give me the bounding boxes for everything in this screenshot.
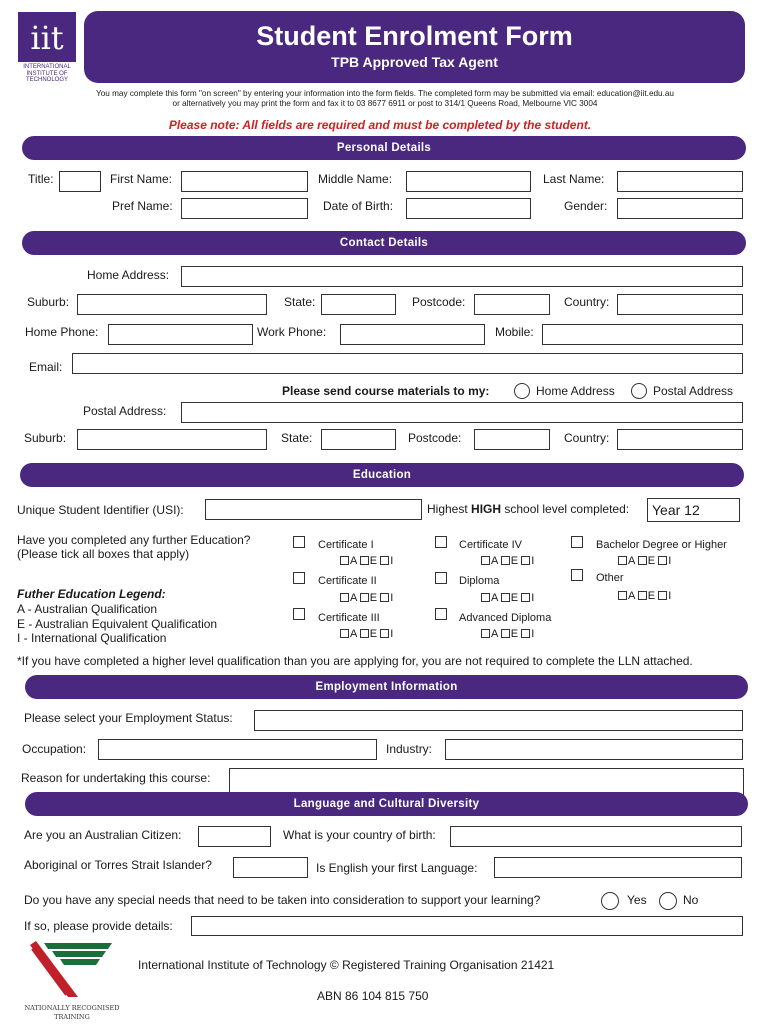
diploma-aei[interactable] [481, 592, 534, 604]
middle-name-field[interactable] [406, 171, 531, 192]
postal-address-option: Postal Address [653, 384, 734, 398]
postal-country-field[interactable] [617, 429, 743, 450]
reason-field[interactable] [229, 768, 744, 795]
occupation-field[interactable] [98, 739, 377, 760]
highest-prefix: Highest [427, 502, 472, 516]
nrt-line2: TRAINING [54, 1013, 90, 1021]
postcode-field[interactable] [474, 294, 550, 315]
adv-diploma-label: Advanced Diploma [459, 612, 552, 624]
required-note: Please note: All fields are required and must be completed by the student. [168, 118, 592, 132]
title-field[interactable] [59, 171, 101, 192]
cert-1-label: Certificate I [318, 539, 374, 551]
footer-org: International Institute of Technology © Registered Training Organisation 21421 [138, 958, 555, 972]
english-field[interactable] [494, 857, 742, 878]
further-education-hint: (Please tick all boxes that apply) [17, 547, 190, 561]
cert-4-checkbox[interactable] [435, 536, 447, 548]
citizen-label: Are you an Australian Citizen: [24, 828, 182, 842]
special-needs-yes-radio[interactable] [601, 892, 619, 910]
postal-address-label: Postal Address: [83, 404, 167, 418]
adv-diploma-checkbox[interactable] [435, 608, 447, 620]
birth-country-label: What is your country of birth: [283, 828, 436, 842]
diploma-label: Diploma [459, 575, 500, 587]
postal-address-radio[interactable] [631, 383, 647, 399]
legend-title: Futher Education Legend: [17, 587, 166, 601]
postal-suburb-label: Suburb: [24, 431, 67, 445]
country-field[interactable] [617, 294, 743, 315]
employment-status-label: Please select your Employment Status: [24, 711, 233, 725]
e-label: E [369, 628, 378, 640]
cert-1-checkbox[interactable] [293, 536, 305, 548]
i-label: I [390, 592, 394, 604]
other-checkbox[interactable] [571, 569, 583, 581]
a-label: A [628, 555, 635, 567]
gender-field[interactable] [617, 198, 743, 219]
mobile-label: Mobile: [495, 325, 534, 339]
e-label: E [647, 590, 656, 602]
postal-postcode-field[interactable] [474, 429, 550, 450]
aboriginal-field[interactable] [233, 857, 308, 878]
nrt-triangle-icon [22, 937, 122, 999]
industry-field[interactable] [445, 739, 743, 760]
diploma-checkbox[interactable] [435, 572, 447, 584]
last-name-field[interactable] [617, 171, 743, 192]
employment-heading: Employment Information [25, 675, 748, 699]
home-phone-field[interactable] [108, 324, 253, 345]
usi-label [17, 503, 184, 517]
home-address-label: Home Address: [87, 268, 170, 282]
e-label: E [647, 555, 656, 567]
dob-label: Date of Birth: [323, 199, 394, 213]
country-label: Country: [564, 295, 610, 309]
i-label: I [390, 628, 394, 640]
special-needs-label: Do you have any special needs that need to be taken into consideration to support your learning? [24, 893, 541, 907]
iit-logo [18, 12, 76, 84]
cert-4-aei[interactable] [481, 555, 534, 567]
info-line-1: You may complete this form "on screen" by entering your information into the form fields. The completed form may be submitted via email: education@iit.edu.au [96, 89, 674, 98]
nrt-line1: NATIONALLY RECOGNISED [24, 1004, 120, 1012]
cert-4-label: Certificate IV [459, 539, 522, 551]
header-banner [84, 11, 745, 83]
e-label: E [510, 628, 519, 640]
home-address-option: Home Address [536, 384, 615, 398]
highest-bold: HIGH [471, 502, 502, 516]
contact-details-heading: Contact Details [22, 231, 746, 255]
page-title: Student Enrolment Form [256, 21, 573, 51]
usi-label-text: Unique Student Identifier (USI): [17, 503, 184, 517]
cert-1-aei[interactable] [340, 555, 393, 567]
cert-2-checkbox[interactable] [293, 572, 305, 584]
cert-3-label: Certificate III [318, 612, 380, 624]
aboriginal-label: Aboriginal or Torres Strait Islander? [24, 858, 212, 872]
education-heading: Education [20, 463, 744, 487]
i-label: I [668, 590, 672, 602]
e-label: E [369, 592, 378, 604]
page-subtitle: TPB Approved Tax Agent [331, 54, 498, 70]
bachelor-checkbox[interactable] [571, 536, 583, 548]
info-line-2: or alternatively you may print the form and fax it to 03 8677 6911 or post to 314/1 Queens Road, Melbourne VIC 3004 [172, 99, 598, 108]
nrt-logo [22, 937, 122, 1021]
a-label: A [350, 628, 357, 640]
adv-diploma-aei[interactable] [481, 628, 534, 640]
footer-abn: ABN 86 104 815 750 [317, 989, 429, 1003]
legend-a: A - Australian Qualification [17, 602, 158, 616]
special-needs-no-radio[interactable] [659, 892, 677, 910]
no-label: No [683, 893, 699, 907]
other-label: Other [596, 572, 624, 584]
a-label: A [491, 592, 498, 604]
state-field[interactable] [321, 294, 396, 315]
i-label: I [531, 555, 535, 567]
highest-school-label [427, 502, 629, 516]
industry-label: Industry: [386, 742, 433, 756]
birth-country-field[interactable] [450, 826, 742, 847]
citizen-field[interactable] [198, 826, 271, 847]
work-phone-field[interactable] [340, 324, 485, 345]
pref-name-field[interactable] [181, 198, 308, 219]
logo-line2: INSTITUTE OF [26, 70, 68, 77]
occupation-label: Occupation: [22, 742, 87, 756]
work-phone-label: Work Phone: [257, 325, 327, 339]
postal-postcode-label: Postcode: [408, 431, 462, 445]
other-aei[interactable] [618, 590, 671, 602]
home-address-radio[interactable] [514, 383, 530, 399]
highest-school-field[interactable]: Year 12 [647, 498, 740, 522]
language-heading: Language and Cultural Diversity [25, 792, 748, 816]
postal-country-label: Country: [564, 431, 610, 445]
employment-status-field[interactable] [254, 710, 743, 731]
a-label: A [350, 592, 357, 604]
a-label: A [491, 628, 498, 640]
legend-e: E - Australian Equivalent Qualification [17, 617, 218, 631]
postal-address-field[interactable] [181, 402, 743, 423]
further-education-question: Have you completed any further Education? [17, 533, 251, 547]
cert-3-aei[interactable] [340, 628, 393, 640]
i-label: I [531, 628, 535, 640]
last-name-label: Last Name: [543, 172, 605, 186]
gender-label: Gender: [564, 199, 608, 213]
english-label: Is English your first Language: [316, 861, 478, 875]
postal-state-field[interactable] [321, 429, 396, 450]
state-label: State: [284, 295, 316, 309]
details-label: If so, please provide details: [24, 919, 173, 933]
e-label: E [369, 555, 378, 567]
yes-label: Yes [627, 893, 647, 907]
postal-suburb-field[interactable] [77, 429, 267, 450]
personal-details-heading: Personal Details [22, 136, 746, 160]
i-label: I [390, 555, 394, 567]
postal-state-label: State: [281, 431, 313, 445]
legend-i: I - International Qualification [17, 631, 167, 645]
first-name-label: First Name: [110, 172, 173, 186]
a-label: A [491, 555, 498, 567]
home-address-field[interactable] [181, 266, 743, 287]
logo-line1: INTERNATIONAL [23, 64, 71, 70]
cert-2-aei[interactable] [340, 592, 393, 604]
home-phone-label: Home Phone: [25, 325, 99, 339]
mobile-field[interactable] [542, 324, 743, 345]
bachelor-aei[interactable] [618, 555, 671, 567]
first-name-field[interactable] [181, 171, 308, 192]
suburb-field[interactable] [77, 294, 267, 315]
pref-name-label: Pref Name: [112, 199, 173, 213]
i-label: I [668, 555, 672, 567]
email-label: Email: [29, 360, 63, 374]
dob-field[interactable] [406, 198, 531, 219]
cert-3-checkbox[interactable] [293, 608, 305, 620]
e-label: E [510, 592, 519, 604]
title-label: Title: [28, 172, 54, 186]
details-field[interactable] [191, 916, 743, 936]
logo-line3: TECHNOLOGY [25, 77, 68, 83]
postcode-label: Postcode: [412, 295, 466, 309]
middle-name-label: Middle Name: [318, 172, 393, 186]
a-label: A [350, 555, 357, 567]
send-materials-label: Please send course materials to my: [282, 384, 490, 398]
education-footnote: *If you have completed a higher level qualification than you are applying for, you are not required to complete the LLN attached. [17, 654, 693, 668]
logo-letters: iit [18, 12, 76, 62]
i-label: I [531, 592, 535, 604]
bachelor-label: Bachelor Degree or Higher [596, 539, 727, 551]
usi-field[interactable] [205, 499, 422, 520]
a-label: A [628, 590, 635, 602]
suburb-label: Suburb: [27, 295, 70, 309]
highest-suffix: school level completed: [501, 502, 630, 516]
email-field[interactable] [72, 353, 743, 374]
reason-label: Reason for undertaking this course: [21, 771, 211, 785]
e-label: E [510, 555, 519, 567]
cert-2-label: Certificate II [318, 575, 377, 587]
